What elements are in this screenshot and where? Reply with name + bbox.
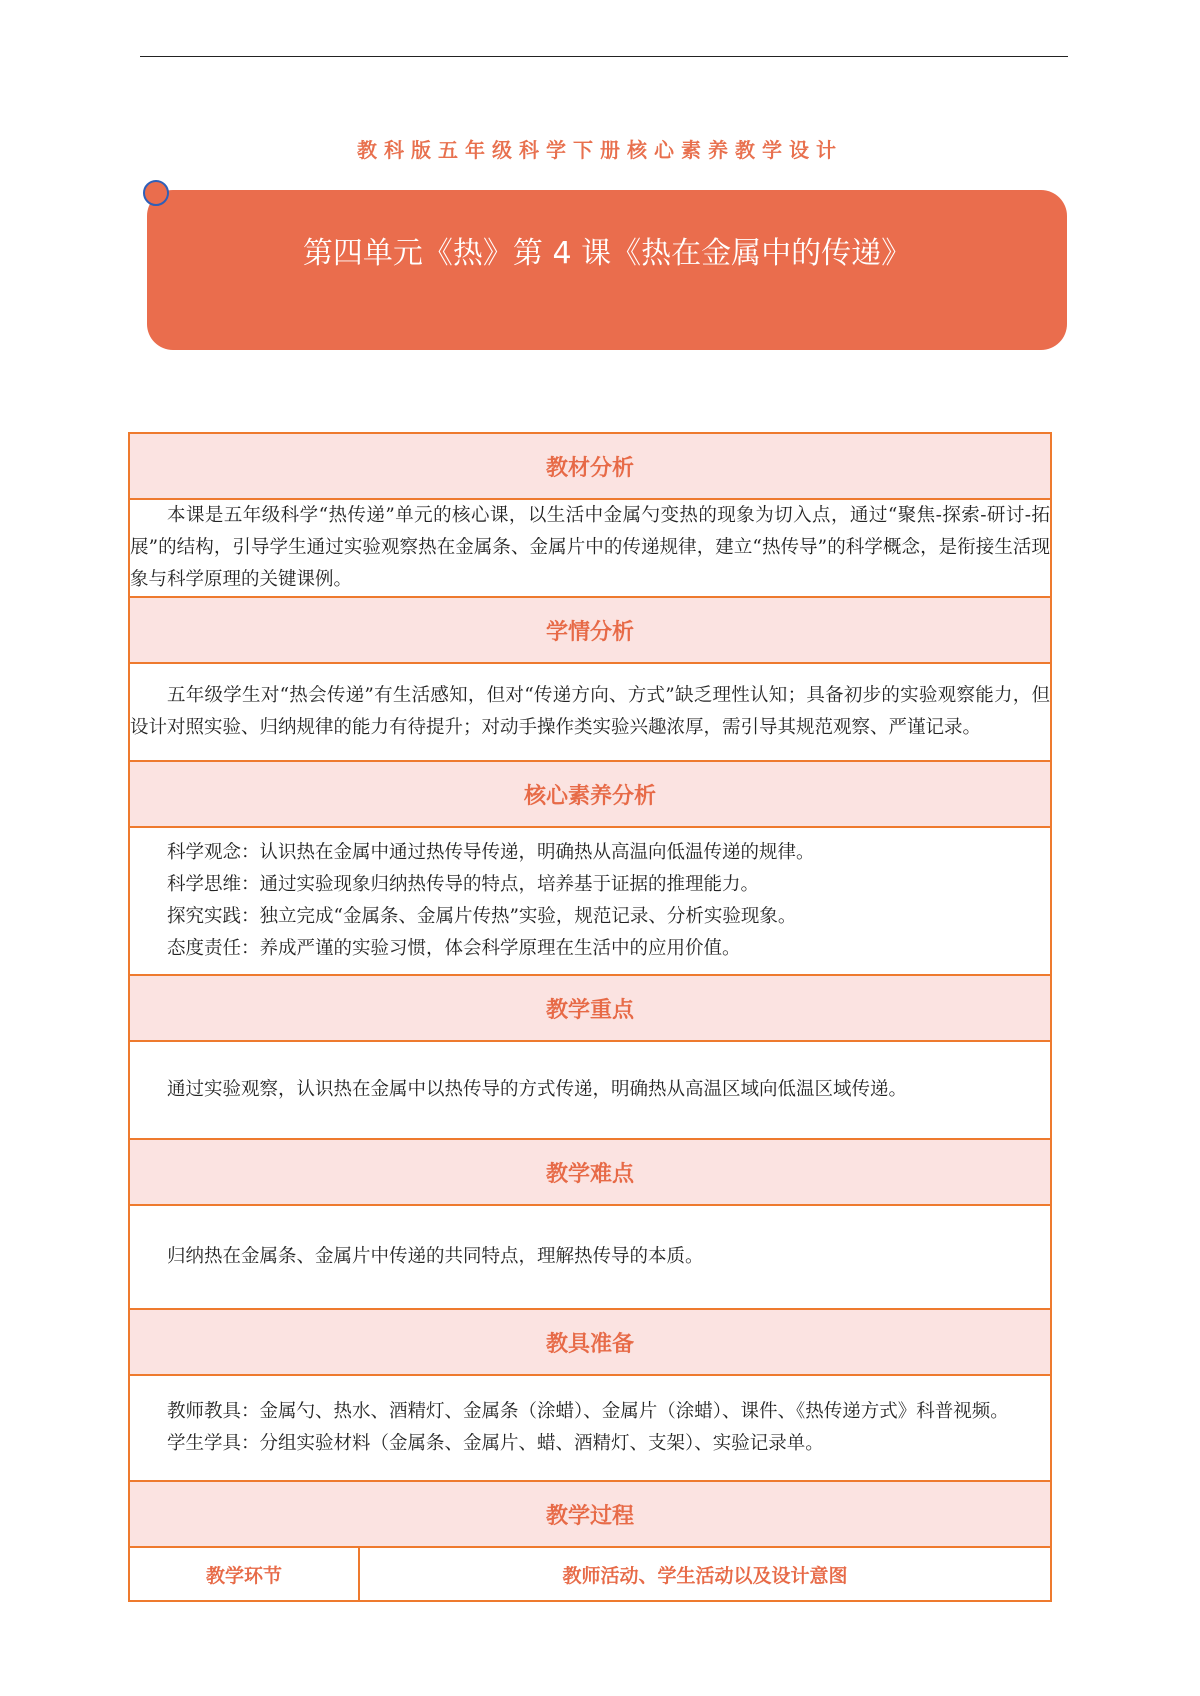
paragraph: 科学观念：认识热在金属中通过热传导传递，明确热从高温向低温传递的规律。 xyxy=(167,842,815,863)
section-heading-students: 学情分析 xyxy=(129,597,1051,663)
section-heading-textbook: 教材分析 xyxy=(129,433,1051,499)
section-body-key-point xyxy=(129,1041,1051,1139)
section-heading-key-point: 教学重点 xyxy=(129,975,1051,1041)
section-heading-difficulty: 教学难点 xyxy=(129,1139,1051,1205)
paragraph: 科学思维：通过实验现象归纳热传导的特点，培养基于证据的推理能力。 xyxy=(167,874,760,895)
paragraph: 五年级学生对“热会传递”有生活感知，但对“传递方向、方式”缺乏理性认知；具备初步的实验观察能力，但设计对照实验、归纳规律的能力有待提升；对动手操作类实验兴趣浓厚，需引导其规范观察、严谨记录。 xyxy=(130,685,1051,738)
paragraph: 通过实验观察，认识热在金属中以热传导的方式传递，明确热从高温区域向低温区域传递。 xyxy=(167,1079,908,1100)
paragraph: 学生学具：分组实验材料（金属条、金属片、蜡、酒精灯、支架）、实验记录单。 xyxy=(167,1433,824,1454)
column-header-activity: 教师活动、学生活动以及设计意图 xyxy=(359,1547,1051,1601)
section-body-textbook xyxy=(129,499,1051,597)
lesson-title: 第四单元《热》第 4 课《热在金属中的传递》 xyxy=(302,236,912,271)
section-heading-literacy: 核心素养分析 xyxy=(129,761,1051,827)
paragraph: 本课是五年级科学“热传递”单元的核心课，以生活中金属勺变热的现象为切入点，通过“聚焦-探索-研讨-拓展”的结构，引导学生通过实验观察热在金属条、金属片中的传递规律，建立“热传导”的科学概念，是衔接生活现象与科学原理的关键课例。 xyxy=(130,505,1051,590)
section-body-materials xyxy=(129,1375,1051,1481)
column-header-stage: 教学环节 xyxy=(129,1547,359,1601)
header-rule xyxy=(140,56,1068,57)
section-heading-materials: 教具准备 xyxy=(129,1309,1051,1375)
paragraph: 归纳热在金属条、金属片中传递的共同特点，理解热传导的本质。 xyxy=(167,1246,704,1267)
section-body-students xyxy=(129,663,1051,761)
series-title: 教科版五年级科学下册核心素养教学设计 xyxy=(357,138,843,162)
section-body-literacy xyxy=(129,827,1051,975)
section-body-difficulty xyxy=(129,1205,1051,1309)
paragraph: 态度责任：养成严谨的实验习惯，体会科学原理在生活中的应用价值。 xyxy=(167,938,741,959)
paragraph: 教师教具：金属勺、热水、酒精灯、金属条（涂蜡）、金属片（涂蜡）、课件、《热传递方式》科普视频。 xyxy=(167,1401,1009,1422)
lesson-plan-table xyxy=(128,432,1052,1602)
banner-dot-decoration xyxy=(143,180,169,206)
section-heading-process: 教学过程 xyxy=(129,1481,1051,1547)
lesson-title-banner xyxy=(147,190,1067,350)
paragraph: 探究实践：独立完成“金属条、金属片传热”实验，规范记录、分析实验现象。 xyxy=(167,906,797,927)
